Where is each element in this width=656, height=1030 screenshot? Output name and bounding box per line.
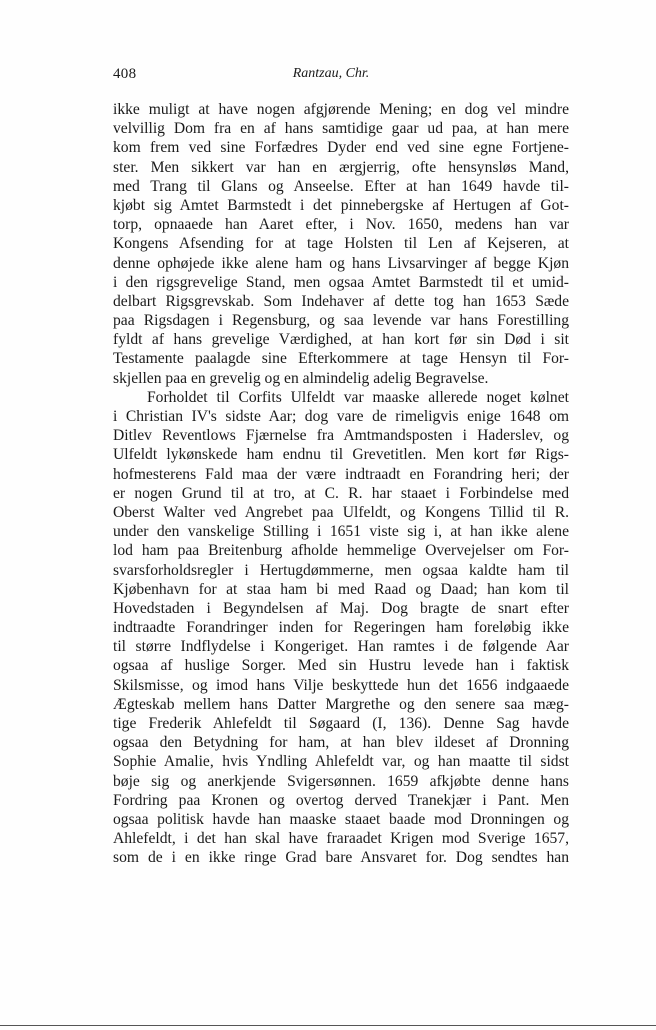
text-line: ikke muligt at have nogen afgjørende Mening; en dog vel mindre bbox=[113, 101, 569, 118]
text-line: i den rigsgrevelige Stand, men ogsaa Amtet Barmstedt til et umid- bbox=[113, 273, 569, 291]
bottom-edge-rule bbox=[0, 1025, 656, 1026]
text-line: ster. Men sikkert var han en ærgjerrig, ofte hensynsløs Mand, bbox=[113, 158, 569, 176]
text-line: hofmesterens Fald maa der være indtraadt en Forandring heri; der bbox=[113, 465, 569, 483]
text-line: Kjøbenhavn for at staa ham bi med Raad og Daad; han kom til bbox=[113, 580, 569, 598]
text-line: Skilsmisse, og imod hans Vilje beskyttede hun det 1656 indgaaede bbox=[113, 676, 569, 694]
text-line: Testamente paalagde sine Efterkommere at tage Hensyn til For- bbox=[113, 350, 569, 368]
body-text bbox=[113, 100, 569, 868]
text-line: Oberst Walter ved Angrebet paa Ulfeldt, og Kongens Tillid til R. bbox=[113, 503, 569, 521]
text-line: Ægteskab mellem hans Datter Margrethe og den senere saa mæg- bbox=[113, 695, 569, 713]
text-line: kjøbt sig Amtet Barmstedt i det pinnebergske af Hertugen af Got- bbox=[113, 196, 569, 214]
text-line: i Christian IV's sidste Aar; dog vare de rimeligvis enige 1648 om bbox=[113, 408, 569, 425]
text-line: paa Rigsdagen i Regensburg, og saa levende var hans Forestilling bbox=[113, 312, 569, 330]
text-line: ogsaa politisk havde han maaske staaet baade mod Dronningen og bbox=[113, 810, 569, 828]
paragraph-start-line: Forholdet til Corfits Ulfeldt var maaske allerede noget kølnet bbox=[147, 388, 569, 406]
text-line: Ditlev Reventlows Fjærnelse fra Amtmandsposten i Haderslev, og bbox=[113, 427, 569, 445]
text-line: under den vanskelige Stilling i 1651 viste sig i, at han ikke alene bbox=[113, 523, 569, 541]
text-line: Fordring paa Kronen og overtog derved Tranekjær i Pant. Men bbox=[113, 791, 569, 809]
page-header bbox=[113, 66, 549, 88]
text-line: velvillig Dom fra en af hans samtidige gaar ud paa, at han mere bbox=[113, 120, 569, 138]
text-line: er nogen Grund til at tro, at C. R. har staaet i Forbindelse med bbox=[113, 484, 569, 502]
text-line: som de i en ikke ringe Grad bare Ansvaret for. Dog sendtes han bbox=[113, 849, 569, 867]
text-line: Ulfeldt lykønskede ham endnu til Grevetitlen. Men kort før Rigs- bbox=[113, 446, 569, 464]
text-line: delbart Rigsgrevskab. Som Indehaver af dette tog han 1653 Sæde bbox=[113, 292, 569, 310]
text-line: torp, opnaaede han Aaret efter, i Nov. 1650, medens han var bbox=[113, 216, 569, 234]
text-line: kom frem ved sine Forfædres Dyder end ved sine egne Fortjene- bbox=[113, 139, 569, 157]
running-head: Rantzau, Chr. bbox=[292, 66, 370, 81]
page-number: 408 bbox=[113, 66, 137, 82]
text-line: bøje sig og anerkjende Svigersønnen. 1659 afkjøbte denne hans bbox=[113, 772, 569, 790]
text-line: indtraadte Forandringer inden for Regeringen ham foreløbig ikke bbox=[113, 619, 569, 637]
text-line: med Trang til Glans og Anseelse. Efter at han 1649 havde til- bbox=[113, 177, 569, 195]
text-line: Ahlefeldt, i det han skal have fraraadet Krigen mod Sverige 1657, bbox=[113, 830, 569, 848]
text-line: Kongens Afsending for at tage Holsten til Len af Kejseren, at bbox=[113, 235, 569, 253]
text-line: Hovedstaden i Begyndelsen af Maj. Dog bragte de snart efter bbox=[113, 599, 569, 617]
text-line: lod ham paa Breitenburg afholde hemmelige Overvejelser om For- bbox=[113, 542, 569, 560]
text-line: tige Frederik Ahlefeldt til Søgaard (I, 136). Denne Sag havde bbox=[113, 715, 569, 732]
text-line: denne ophøjede ikke alene ham og hans Livsarvinger af begge Kjøn bbox=[113, 254, 569, 272]
text-line: svarsforholdsregler i Hertugdømmerne, men ogsaa kaldte ham til bbox=[113, 561, 569, 579]
text-line: ogsaa den Betydning for ham, at han blev ildeset af Dronning bbox=[113, 734, 569, 752]
text-line: Sophie Amalie, hvis Yndling Ahlefeldt var, og han maatte til sidst bbox=[113, 753, 569, 771]
text-line: ogsaa af huslige Sorger. Med sin Hustru levede han i faktisk bbox=[113, 657, 569, 675]
paragraph-end-line: skjellen paa en grevelig og en almindelig adelig Begravelse. bbox=[113, 369, 489, 387]
text-line: fyldt af hans grevelige Værdighed, at han kort før sin Død i sit bbox=[113, 331, 569, 349]
text-line: til større Indflydelse i Kongeriget. Han ramtes i de følgende Aar bbox=[113, 638, 569, 656]
